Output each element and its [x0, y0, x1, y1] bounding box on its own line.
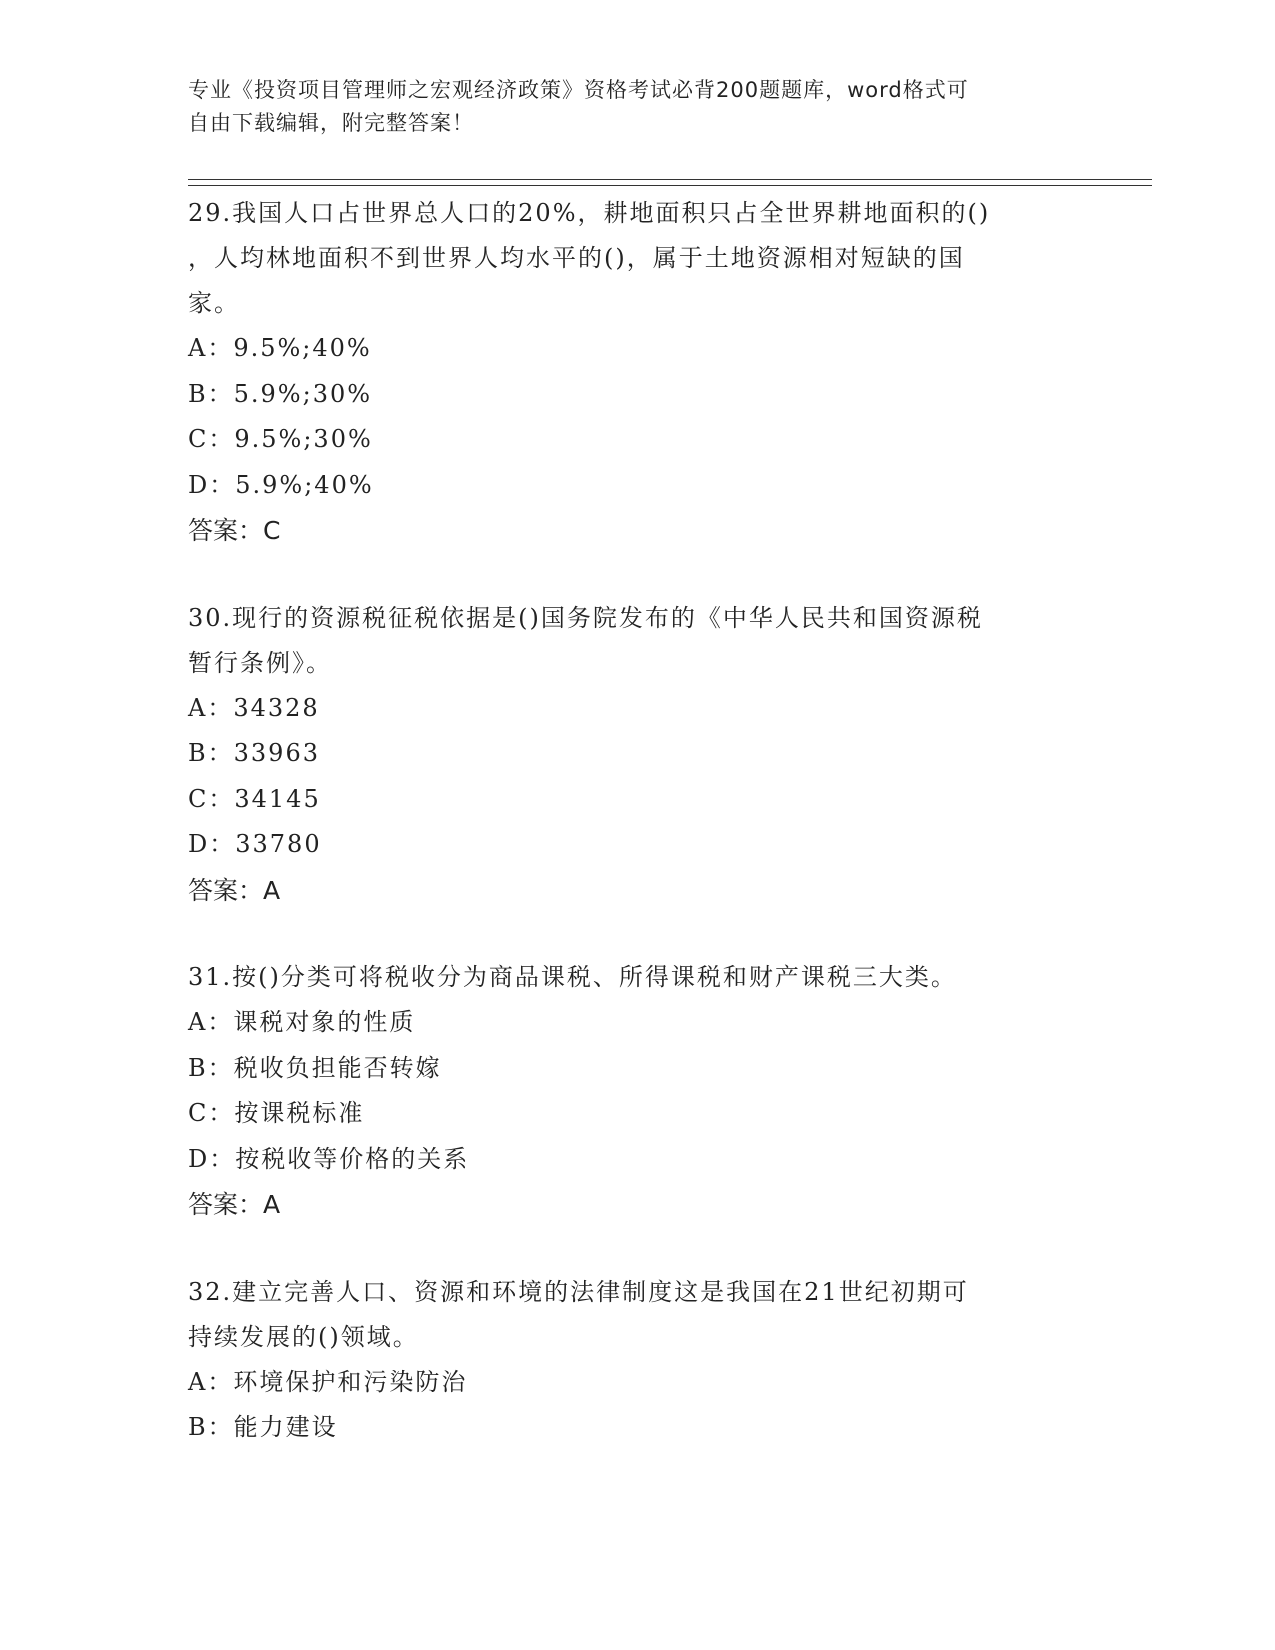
header-divider-top — [188, 179, 1152, 180]
header-line-2: 自由下载编辑，附完整答案！ — [188, 111, 474, 135]
option-b: B：33963 — [188, 739, 320, 767]
question-stem-line: 30.现行的资源税征税依据是()国务院发布的《中华人民共和国资源税 — [188, 603, 983, 632]
option-d: D：33780 — [188, 830, 322, 858]
question-stem-line: 32.建立完善人口、资源和环境的法律制度这是我国在21世纪初期可 — [188, 1277, 969, 1306]
header-divider-bottom — [188, 185, 1152, 186]
option-a: A：课税对象的性质 — [188, 1008, 416, 1036]
option-a: A：9.5%;40% — [188, 334, 372, 362]
question-stem-line: ，人均林地面积不到世界人均水平的()，属于土地资源相对短缺的国 — [188, 244, 965, 272]
question-list — [188, 191, 1088, 1451]
question-block — [188, 596, 1088, 914]
question-stem-line: 家。 — [188, 289, 240, 317]
question-block — [188, 955, 1088, 1228]
option-c: C：按课税标准 — [188, 1099, 365, 1127]
document-header — [188, 74, 1068, 140]
question-stem-line: 29.我国人口占世界总人口的20%，耕地面积只占全世界耕地面积的() — [188, 199, 991, 227]
option-c: C：34145 — [188, 784, 321, 813]
answer-line: 答案：C — [188, 516, 281, 545]
question-block — [188, 191, 1088, 554]
option-a: A：环境保护和污染防治 — [188, 1367, 468, 1396]
option-d: D：按税收等价格的关系 — [188, 1144, 470, 1173]
header-line-1: 专业《投资项目管理师之宏观经济政策》资格考试必背200题题库，word格式可 — [188, 78, 969, 102]
option-b: B：能力建设 — [188, 1413, 338, 1441]
option-a: A：34328 — [188, 693, 320, 722]
option-b: B：5.9%;30% — [188, 379, 373, 408]
question-stem-line: 持续发展的()领域。 — [188, 1322, 419, 1351]
question-stem-line: 31.按()分类可将税收分为商品课税、所得课税和财产课税三大类。 — [188, 963, 957, 991]
option-d: D：5.9%;40% — [188, 470, 374, 499]
option-b: B：税收负担能否转嫁 — [188, 1053, 442, 1082]
question-block — [188, 1270, 1088, 1451]
answer-line: 答案：A — [188, 1190, 281, 1219]
answer-line: 答案：A — [188, 875, 281, 905]
question-stem-line: 暂行条例》。 — [188, 648, 332, 677]
option-c: C：9.5%;30% — [188, 425, 373, 453]
